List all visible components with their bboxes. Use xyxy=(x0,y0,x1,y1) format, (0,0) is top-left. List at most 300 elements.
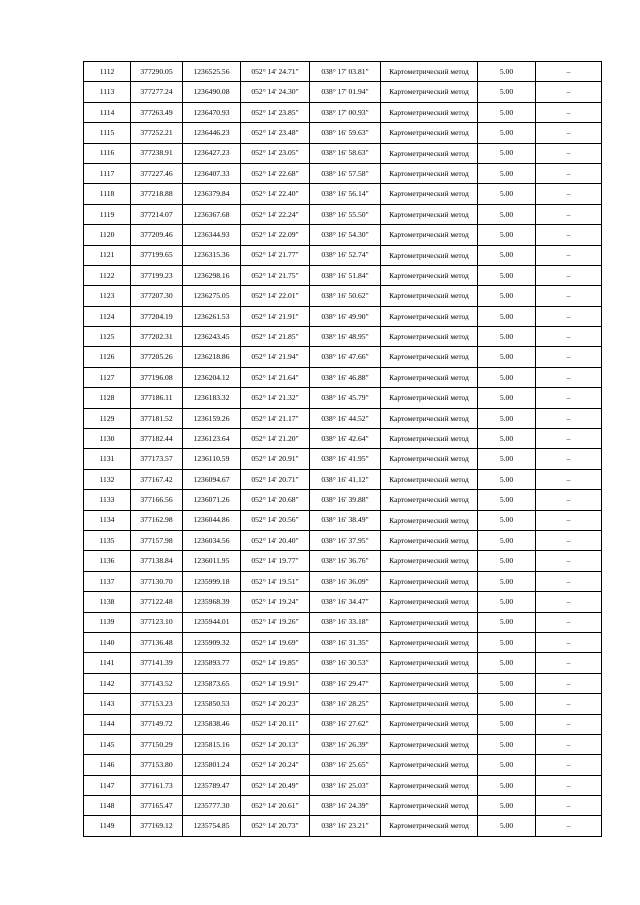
longitude-cell: 038° 16' 59.63" xyxy=(310,123,381,143)
y-coordinate-cell: 1235873.65 xyxy=(183,673,241,693)
method-cell: Картометрический метод xyxy=(381,327,478,347)
x-coordinate-cell: 377181.52 xyxy=(131,408,183,428)
note-cell: – xyxy=(536,347,602,367)
method-cell: Картометрический метод xyxy=(381,694,478,714)
note-cell: – xyxy=(536,184,602,204)
method-cell: Картометрический метод xyxy=(381,265,478,285)
accuracy-cell: 5.00 xyxy=(478,796,536,816)
note-cell: – xyxy=(536,592,602,612)
x-coordinate-cell: 377199.23 xyxy=(131,265,183,285)
latitude-cell: 052° 14' 19.26" xyxy=(241,612,310,632)
point-number-cell: 1122 xyxy=(84,265,131,285)
y-coordinate-cell: 1236123.64 xyxy=(183,429,241,449)
y-coordinate-cell: 1236218.86 xyxy=(183,347,241,367)
method-cell: Картометрический метод xyxy=(381,510,478,530)
latitude-cell: 052° 14' 20.23" xyxy=(241,694,310,714)
y-coordinate-cell: 1236298.16 xyxy=(183,265,241,285)
accuracy-cell: 5.00 xyxy=(478,265,536,285)
note-cell: – xyxy=(536,388,602,408)
x-coordinate-cell: 377122.48 xyxy=(131,592,183,612)
table-row xyxy=(84,245,602,265)
point-number-cell: 1147 xyxy=(84,775,131,795)
method-cell: Картометрический метод xyxy=(381,571,478,591)
accuracy-cell: 5.00 xyxy=(478,102,536,122)
x-coordinate-cell: 377263.49 xyxy=(131,102,183,122)
method-cell: Картометрический метод xyxy=(381,367,478,387)
table-row xyxy=(84,653,602,673)
table-row xyxy=(84,469,602,489)
table-row xyxy=(84,388,602,408)
point-number-cell: 1140 xyxy=(84,632,131,652)
table-row xyxy=(84,530,602,550)
x-coordinate-cell: 377196.08 xyxy=(131,367,183,387)
method-cell: Картометрический метод xyxy=(381,306,478,326)
latitude-cell: 052° 14' 22.40" xyxy=(241,184,310,204)
longitude-cell: 038° 16' 46.88" xyxy=(310,367,381,387)
table-row xyxy=(84,796,602,816)
note-cell: – xyxy=(536,163,602,183)
table-row xyxy=(84,775,602,795)
x-coordinate-cell: 377252.21 xyxy=(131,123,183,143)
longitude-cell: 038° 17' 01.94" xyxy=(310,82,381,102)
note-cell: – xyxy=(536,449,602,469)
longitude-cell: 038° 16' 51.84" xyxy=(310,265,381,285)
table-row xyxy=(84,306,602,326)
x-coordinate-cell: 377214.07 xyxy=(131,204,183,224)
accuracy-cell: 5.00 xyxy=(478,775,536,795)
point-number-cell: 1141 xyxy=(84,653,131,673)
latitude-cell: 052° 14' 21.64" xyxy=(241,367,310,387)
table-row xyxy=(84,143,602,163)
point-number-cell: 1144 xyxy=(84,714,131,734)
x-coordinate-cell: 377205.26 xyxy=(131,347,183,367)
longitude-cell: 038° 16' 44.52" xyxy=(310,408,381,428)
method-cell: Картометрический метод xyxy=(381,62,478,82)
note-cell: – xyxy=(536,225,602,245)
note-cell: – xyxy=(536,286,602,306)
note-cell: – xyxy=(536,143,602,163)
longitude-cell: 038° 16' 49.90" xyxy=(310,306,381,326)
point-number-cell: 1116 xyxy=(84,143,131,163)
accuracy-cell: 5.00 xyxy=(478,82,536,102)
accuracy-cell: 5.00 xyxy=(478,163,536,183)
latitude-cell: 052° 14' 19.77" xyxy=(241,551,310,571)
point-number-cell: 1132 xyxy=(84,469,131,489)
point-number-cell: 1130 xyxy=(84,429,131,449)
method-cell: Картометрический метод xyxy=(381,286,478,306)
point-number-cell: 1124 xyxy=(84,306,131,326)
accuracy-cell: 5.00 xyxy=(478,755,536,775)
accuracy-cell: 5.00 xyxy=(478,327,536,347)
x-coordinate-cell: 377207.30 xyxy=(131,286,183,306)
accuracy-cell: 5.00 xyxy=(478,632,536,652)
y-coordinate-cell: 1236275.05 xyxy=(183,286,241,306)
accuracy-cell: 5.00 xyxy=(478,143,536,163)
y-coordinate-cell: 1235850.53 xyxy=(183,694,241,714)
accuracy-cell: 5.00 xyxy=(478,510,536,530)
point-number-cell: 1149 xyxy=(84,816,131,836)
table-row xyxy=(84,551,602,571)
accuracy-cell: 5.00 xyxy=(478,694,536,714)
method-cell: Картометрический метод xyxy=(381,143,478,163)
y-coordinate-cell: 1236315.36 xyxy=(183,245,241,265)
x-coordinate-cell: 377161.73 xyxy=(131,775,183,795)
y-coordinate-cell: 1235801.24 xyxy=(183,755,241,775)
latitude-cell: 052° 14' 23.48" xyxy=(241,123,310,143)
method-cell: Картометрический метод xyxy=(381,714,478,734)
y-coordinate-cell: 1236407.33 xyxy=(183,163,241,183)
note-cell: – xyxy=(536,510,602,530)
y-coordinate-cell: 1236367.68 xyxy=(183,204,241,224)
longitude-cell: 038° 16' 55.50" xyxy=(310,204,381,224)
longitude-cell: 038° 16' 27.62" xyxy=(310,714,381,734)
method-cell: Картометрический метод xyxy=(381,530,478,550)
method-cell: Картометрический метод xyxy=(381,449,478,469)
point-number-cell: 1137 xyxy=(84,571,131,591)
latitude-cell: 052° 14' 22.01" xyxy=(241,286,310,306)
table-row xyxy=(84,571,602,591)
latitude-cell: 052° 14' 20.40" xyxy=(241,530,310,550)
point-number-cell: 1139 xyxy=(84,612,131,632)
point-number-cell: 1125 xyxy=(84,327,131,347)
point-number-cell: 1114 xyxy=(84,102,131,122)
note-cell: – xyxy=(536,632,602,652)
longitude-cell: 038° 16' 52.74" xyxy=(310,245,381,265)
method-cell: Картометрический метод xyxy=(381,184,478,204)
table-row xyxy=(84,225,602,245)
x-coordinate-cell: 377130.70 xyxy=(131,571,183,591)
method-cell: Картометрический метод xyxy=(381,102,478,122)
latitude-cell: 052° 14' 20.13" xyxy=(241,734,310,754)
point-number-cell: 1126 xyxy=(84,347,131,367)
y-coordinate-cell: 1236344.93 xyxy=(183,225,241,245)
latitude-cell: 052° 14' 20.71" xyxy=(241,469,310,489)
table-row xyxy=(84,163,602,183)
longitude-cell: 038° 16' 24.39" xyxy=(310,796,381,816)
y-coordinate-cell: 1236427.23 xyxy=(183,143,241,163)
note-cell: – xyxy=(536,82,602,102)
latitude-cell: 052° 14' 19.91" xyxy=(241,673,310,693)
accuracy-cell: 5.00 xyxy=(478,62,536,82)
point-number-cell: 1138 xyxy=(84,592,131,612)
point-number-cell: 1143 xyxy=(84,694,131,714)
accuracy-cell: 5.00 xyxy=(478,816,536,836)
point-number-cell: 1120 xyxy=(84,225,131,245)
longitude-cell: 038° 16' 48.95" xyxy=(310,327,381,347)
latitude-cell: 052° 14' 21.17" xyxy=(241,408,310,428)
longitude-cell: 038° 16' 25.03" xyxy=(310,775,381,795)
table-row xyxy=(84,429,602,449)
longitude-cell: 038° 16' 34.47" xyxy=(310,592,381,612)
table-row xyxy=(84,694,602,714)
method-cell: Картометрический метод xyxy=(381,796,478,816)
method-cell: Картометрический метод xyxy=(381,82,478,102)
x-coordinate-cell: 377150.29 xyxy=(131,734,183,754)
accuracy-cell: 5.00 xyxy=(478,612,536,632)
x-coordinate-cell: 377182.44 xyxy=(131,429,183,449)
y-coordinate-cell: 1236446.23 xyxy=(183,123,241,143)
latitude-cell: 052° 14' 19.51" xyxy=(241,571,310,591)
y-coordinate-cell: 1235754.85 xyxy=(183,816,241,836)
latitude-cell: 052° 14' 20.56" xyxy=(241,510,310,530)
x-coordinate-cell: 377169.12 xyxy=(131,816,183,836)
note-cell: – xyxy=(536,775,602,795)
note-cell: – xyxy=(536,429,602,449)
longitude-cell: 038° 16' 33.18" xyxy=(310,612,381,632)
y-coordinate-cell: 1235944.01 xyxy=(183,612,241,632)
latitude-cell: 052° 14' 20.49" xyxy=(241,775,310,795)
method-cell: Картометрический метод xyxy=(381,347,478,367)
accuracy-cell: 5.00 xyxy=(478,245,536,265)
x-coordinate-cell: 377277.24 xyxy=(131,82,183,102)
x-coordinate-cell: 377149.72 xyxy=(131,714,183,734)
longitude-cell: 038° 16' 28.25" xyxy=(310,694,381,714)
table-row xyxy=(84,714,602,734)
accuracy-cell: 5.00 xyxy=(478,286,536,306)
table-row xyxy=(84,204,602,224)
method-cell: Картометрический метод xyxy=(381,204,478,224)
longitude-cell: 038° 16' 57.58" xyxy=(310,163,381,183)
x-coordinate-cell: 377153.23 xyxy=(131,694,183,714)
note-cell: – xyxy=(536,367,602,387)
accuracy-cell: 5.00 xyxy=(478,530,536,550)
longitude-cell: 038° 16' 58.63" xyxy=(310,143,381,163)
latitude-cell: 052° 14' 20.68" xyxy=(241,490,310,510)
x-coordinate-cell: 377143.52 xyxy=(131,673,183,693)
latitude-cell: 052° 14' 21.20" xyxy=(241,429,310,449)
latitude-cell: 052° 14' 20.11" xyxy=(241,714,310,734)
coordinates-table xyxy=(83,61,602,837)
method-cell: Картометрический метод xyxy=(381,225,478,245)
point-number-cell: 1117 xyxy=(84,163,131,183)
accuracy-cell: 5.00 xyxy=(478,388,536,408)
y-coordinate-cell: 1235893.77 xyxy=(183,653,241,673)
table-row xyxy=(84,490,602,510)
method-cell: Картометрический метод xyxy=(381,163,478,183)
longitude-cell: 038° 17' 03.81" xyxy=(310,62,381,82)
y-coordinate-cell: 1235789.47 xyxy=(183,775,241,795)
accuracy-cell: 5.00 xyxy=(478,673,536,693)
point-number-cell: 1133 xyxy=(84,490,131,510)
x-coordinate-cell: 377186.11 xyxy=(131,388,183,408)
table-row xyxy=(84,755,602,775)
point-number-cell: 1146 xyxy=(84,755,131,775)
method-cell: Картометрический метод xyxy=(381,775,478,795)
y-coordinate-cell: 1236243.45 xyxy=(183,327,241,347)
latitude-cell: 052° 14' 20.73" xyxy=(241,816,310,836)
y-coordinate-cell: 1236490.08 xyxy=(183,82,241,102)
point-number-cell: 1148 xyxy=(84,796,131,816)
accuracy-cell: 5.00 xyxy=(478,184,536,204)
y-coordinate-cell: 1235838.46 xyxy=(183,714,241,734)
x-coordinate-cell: 377136.48 xyxy=(131,632,183,652)
point-number-cell: 1112 xyxy=(84,62,131,82)
note-cell: – xyxy=(536,816,602,836)
table-row xyxy=(84,184,602,204)
method-cell: Картометрический метод xyxy=(381,816,478,836)
method-cell: Картометрический метод xyxy=(381,673,478,693)
y-coordinate-cell: 1236159.26 xyxy=(183,408,241,428)
y-coordinate-cell: 1235909.32 xyxy=(183,632,241,652)
method-cell: Картометрический метод xyxy=(381,469,478,489)
y-coordinate-cell: 1236034.56 xyxy=(183,530,241,550)
y-coordinate-cell: 1236470.93 xyxy=(183,102,241,122)
point-number-cell: 1136 xyxy=(84,551,131,571)
accuracy-cell: 5.00 xyxy=(478,306,536,326)
table-row xyxy=(84,449,602,469)
point-number-cell: 1127 xyxy=(84,367,131,387)
longitude-cell: 038° 16' 45.79" xyxy=(310,388,381,408)
x-coordinate-cell: 377138.84 xyxy=(131,551,183,571)
point-number-cell: 1134 xyxy=(84,510,131,530)
x-coordinate-cell: 377153.80 xyxy=(131,755,183,775)
accuracy-cell: 5.00 xyxy=(478,469,536,489)
x-coordinate-cell: 377209.46 xyxy=(131,225,183,245)
point-number-cell: 1131 xyxy=(84,449,131,469)
x-coordinate-cell: 377204.19 xyxy=(131,306,183,326)
x-coordinate-cell: 377227.46 xyxy=(131,163,183,183)
method-cell: Картометрический метод xyxy=(381,653,478,673)
longitude-cell: 038° 16' 30.53" xyxy=(310,653,381,673)
accuracy-cell: 5.00 xyxy=(478,571,536,591)
longitude-cell: 038° 16' 39.88" xyxy=(310,490,381,510)
point-number-cell: 1118 xyxy=(84,184,131,204)
accuracy-cell: 5.00 xyxy=(478,367,536,387)
latitude-cell: 052° 14' 19.24" xyxy=(241,592,310,612)
point-number-cell: 1121 xyxy=(84,245,131,265)
longitude-cell: 038° 16' 47.66" xyxy=(310,347,381,367)
latitude-cell: 052° 14' 19.85" xyxy=(241,653,310,673)
method-cell: Картометрический метод xyxy=(381,245,478,265)
y-coordinate-cell: 1235815.16 xyxy=(183,734,241,754)
table-row xyxy=(84,673,602,693)
accuracy-cell: 5.00 xyxy=(478,225,536,245)
longitude-cell: 038° 16' 41.12" xyxy=(310,469,381,489)
latitude-cell: 052° 14' 21.77" xyxy=(241,245,310,265)
latitude-cell: 052° 14' 22.09" xyxy=(241,225,310,245)
table-row xyxy=(84,347,602,367)
accuracy-cell: 5.00 xyxy=(478,429,536,449)
x-coordinate-cell: 377202.31 xyxy=(131,327,183,347)
longitude-cell: 038° 17' 00.93" xyxy=(310,102,381,122)
method-cell: Картометрический метод xyxy=(381,592,478,612)
table-row xyxy=(84,82,602,102)
point-number-cell: 1113 xyxy=(84,82,131,102)
note-cell: – xyxy=(536,62,602,82)
latitude-cell: 052° 14' 20.91" xyxy=(241,449,310,469)
table-row xyxy=(84,612,602,632)
point-number-cell: 1123 xyxy=(84,286,131,306)
point-number-cell: 1135 xyxy=(84,530,131,550)
y-coordinate-cell: 1235968.39 xyxy=(183,592,241,612)
longitude-cell: 038° 16' 41.95" xyxy=(310,449,381,469)
note-cell: – xyxy=(536,102,602,122)
table-row xyxy=(84,102,602,122)
longitude-cell: 038° 16' 38.49" xyxy=(310,510,381,530)
note-cell: – xyxy=(536,265,602,285)
point-number-cell: 1129 xyxy=(84,408,131,428)
x-coordinate-cell: 377173.57 xyxy=(131,449,183,469)
y-coordinate-cell: 1236110.59 xyxy=(183,449,241,469)
x-coordinate-cell: 377167.42 xyxy=(131,469,183,489)
table-row xyxy=(84,816,602,836)
y-coordinate-cell: 1235999.18 xyxy=(183,571,241,591)
y-coordinate-cell: 1235777.30 xyxy=(183,796,241,816)
table-row xyxy=(84,123,602,143)
accuracy-cell: 5.00 xyxy=(478,592,536,612)
latitude-cell: 052° 14' 21.85" xyxy=(241,327,310,347)
longitude-cell: 038° 16' 36.09" xyxy=(310,571,381,591)
x-coordinate-cell: 377165.47 xyxy=(131,796,183,816)
table-row xyxy=(84,265,602,285)
table-row xyxy=(84,510,602,530)
x-coordinate-cell: 377290.05 xyxy=(131,62,183,82)
table-row xyxy=(84,286,602,306)
x-coordinate-cell: 377141.39 xyxy=(131,653,183,673)
x-coordinate-cell: 377199.65 xyxy=(131,245,183,265)
x-coordinate-cell: 377123.10 xyxy=(131,612,183,632)
note-cell: – xyxy=(536,408,602,428)
latitude-cell: 052° 14' 21.91" xyxy=(241,306,310,326)
y-coordinate-cell: 1236094.67 xyxy=(183,469,241,489)
accuracy-cell: 5.00 xyxy=(478,347,536,367)
accuracy-cell: 5.00 xyxy=(478,408,536,428)
note-cell: – xyxy=(536,530,602,550)
method-cell: Картометрический метод xyxy=(381,490,478,510)
y-coordinate-cell: 1236044.86 xyxy=(183,510,241,530)
latitude-cell: 052° 14' 24.30" xyxy=(241,82,310,102)
note-cell: – xyxy=(536,327,602,347)
longitude-cell: 038° 16' 36.76" xyxy=(310,551,381,571)
note-cell: – xyxy=(536,612,602,632)
longitude-cell: 038° 16' 31.35" xyxy=(310,632,381,652)
latitude-cell: 052° 14' 24.71" xyxy=(241,62,310,82)
latitude-cell: 052° 14' 21.32" xyxy=(241,388,310,408)
y-coordinate-cell: 1236379.84 xyxy=(183,184,241,204)
method-cell: Картометрический метод xyxy=(381,123,478,143)
note-cell: – xyxy=(536,653,602,673)
note-cell: – xyxy=(536,796,602,816)
note-cell: – xyxy=(536,673,602,693)
x-coordinate-cell: 377166.56 xyxy=(131,490,183,510)
accuracy-cell: 5.00 xyxy=(478,204,536,224)
latitude-cell: 052° 14' 22.24" xyxy=(241,204,310,224)
point-number-cell: 1119 xyxy=(84,204,131,224)
latitude-cell: 052° 14' 20.61" xyxy=(241,796,310,816)
note-cell: – xyxy=(536,714,602,734)
method-cell: Картометрический метод xyxy=(381,734,478,754)
method-cell: Картометрический метод xyxy=(381,632,478,652)
longitude-cell: 038° 16' 54.30" xyxy=(310,225,381,245)
table-row xyxy=(84,734,602,754)
point-number-cell: 1145 xyxy=(84,734,131,754)
latitude-cell: 052° 14' 21.94" xyxy=(241,347,310,367)
x-coordinate-cell: 377162.98 xyxy=(131,510,183,530)
longitude-cell: 038° 16' 29.47" xyxy=(310,673,381,693)
y-coordinate-cell: 1236261.53 xyxy=(183,306,241,326)
note-cell: – xyxy=(536,551,602,571)
method-cell: Картометрический метод xyxy=(381,755,478,775)
longitude-cell: 038° 16' 25.65" xyxy=(310,755,381,775)
method-cell: Картометрический метод xyxy=(381,551,478,571)
table-row xyxy=(84,592,602,612)
coordinates-table-body xyxy=(84,62,602,837)
y-coordinate-cell: 1236525.56 xyxy=(183,62,241,82)
method-cell: Картометрический метод xyxy=(381,429,478,449)
longitude-cell: 038° 16' 56.14" xyxy=(310,184,381,204)
latitude-cell: 052° 14' 23.05" xyxy=(241,143,310,163)
method-cell: Картометрический метод xyxy=(381,408,478,428)
